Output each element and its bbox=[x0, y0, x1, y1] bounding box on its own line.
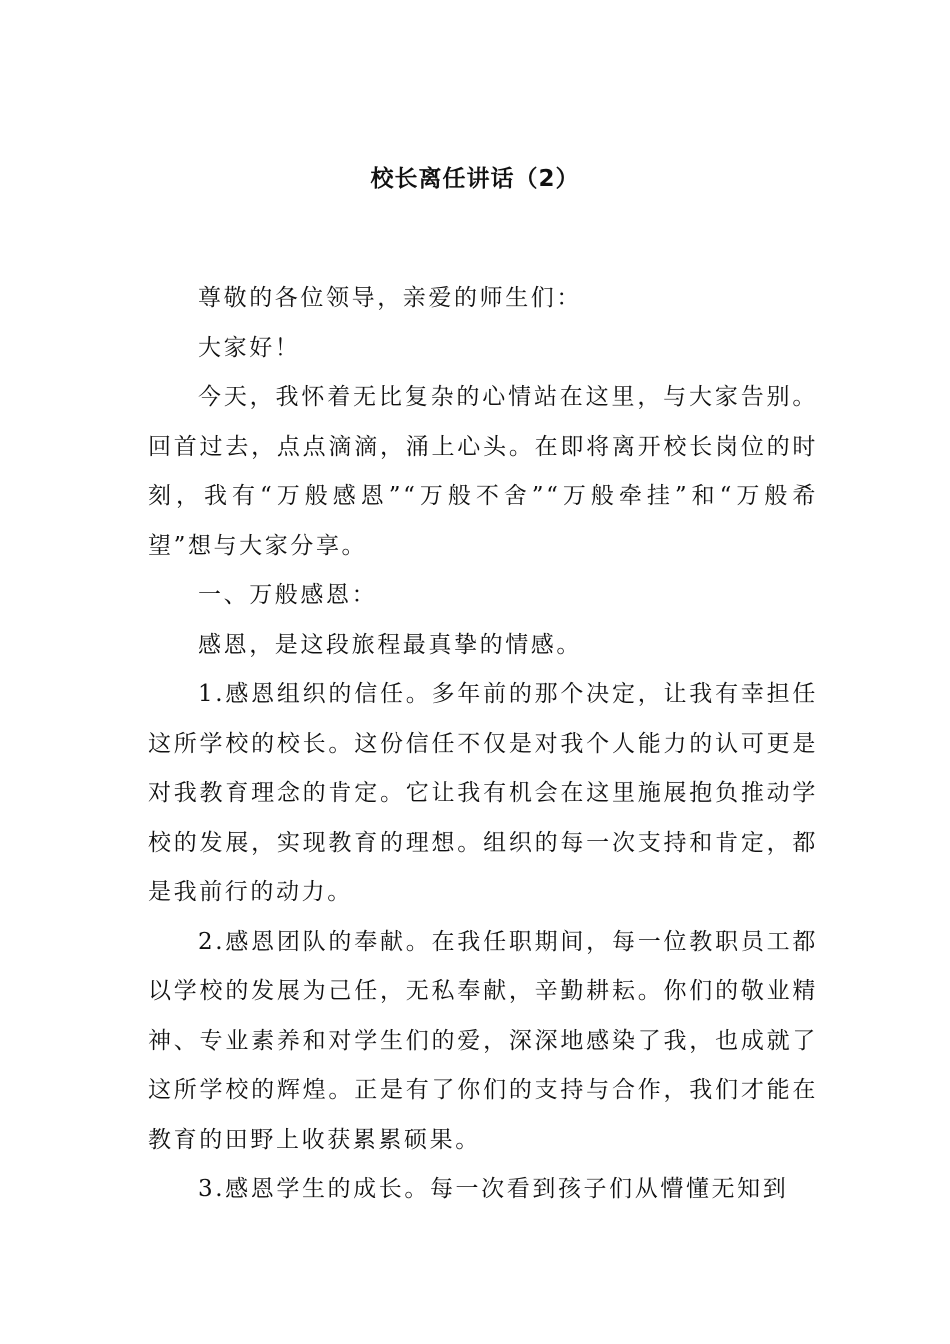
document-title: 校长离任讲话（2） bbox=[370, 166, 580, 192]
section-heading-gratitude: 一、万般感恩： bbox=[198, 582, 378, 608]
document-body bbox=[148, 274, 818, 1215]
paragraph-point-2: 2.感恩团队的奉献。在我任职期间，每一位教职员工都以学校的发展为己任，无私奉献，辛勤耕耘。你们的敬业精神、专业素养和对学生们的爱，深深地感染了我，也成就了这所学校的辉煌。正是有了你们的支持与合作，我们才能在教育的田野上收获累累硕果。 bbox=[148, 928, 818, 1153]
paragraph-salutation: 尊敬的各位领导，亲爱的师生们： bbox=[198, 285, 582, 311]
paragraph-point-1: 1.感恩组织的信任。多年前的那个决定，让我有幸担任这所学校的校长。这份信任不仅是对我个人能力的认可更是对我教育理念的肯定。它让我有机会在这里施展抱负推动学校的发展，实现教育的理想。组织的每一次支持和肯定，都是我前行的动力。 bbox=[148, 681, 818, 905]
paragraph-intro: 今天，我怀着无比复杂的心情站在这里，与大家告别。回首过去，点点滴滴，涌上心头。在即将离开校长岗位的时刻，我有“万般感恩”“万般不舍”“万般牵挂”和“万般希望”想与大家分享。 bbox=[148, 384, 818, 559]
paragraph-gratitude-lead: 感恩，是这段旅程最真挚的情感。 bbox=[198, 631, 582, 658]
paragraph-point-3: 3.感恩学生的成长。每一次看到孩子们从懵懂无知到 bbox=[198, 1176, 789, 1202]
paragraph-greeting: 大家好！ bbox=[198, 334, 301, 361]
